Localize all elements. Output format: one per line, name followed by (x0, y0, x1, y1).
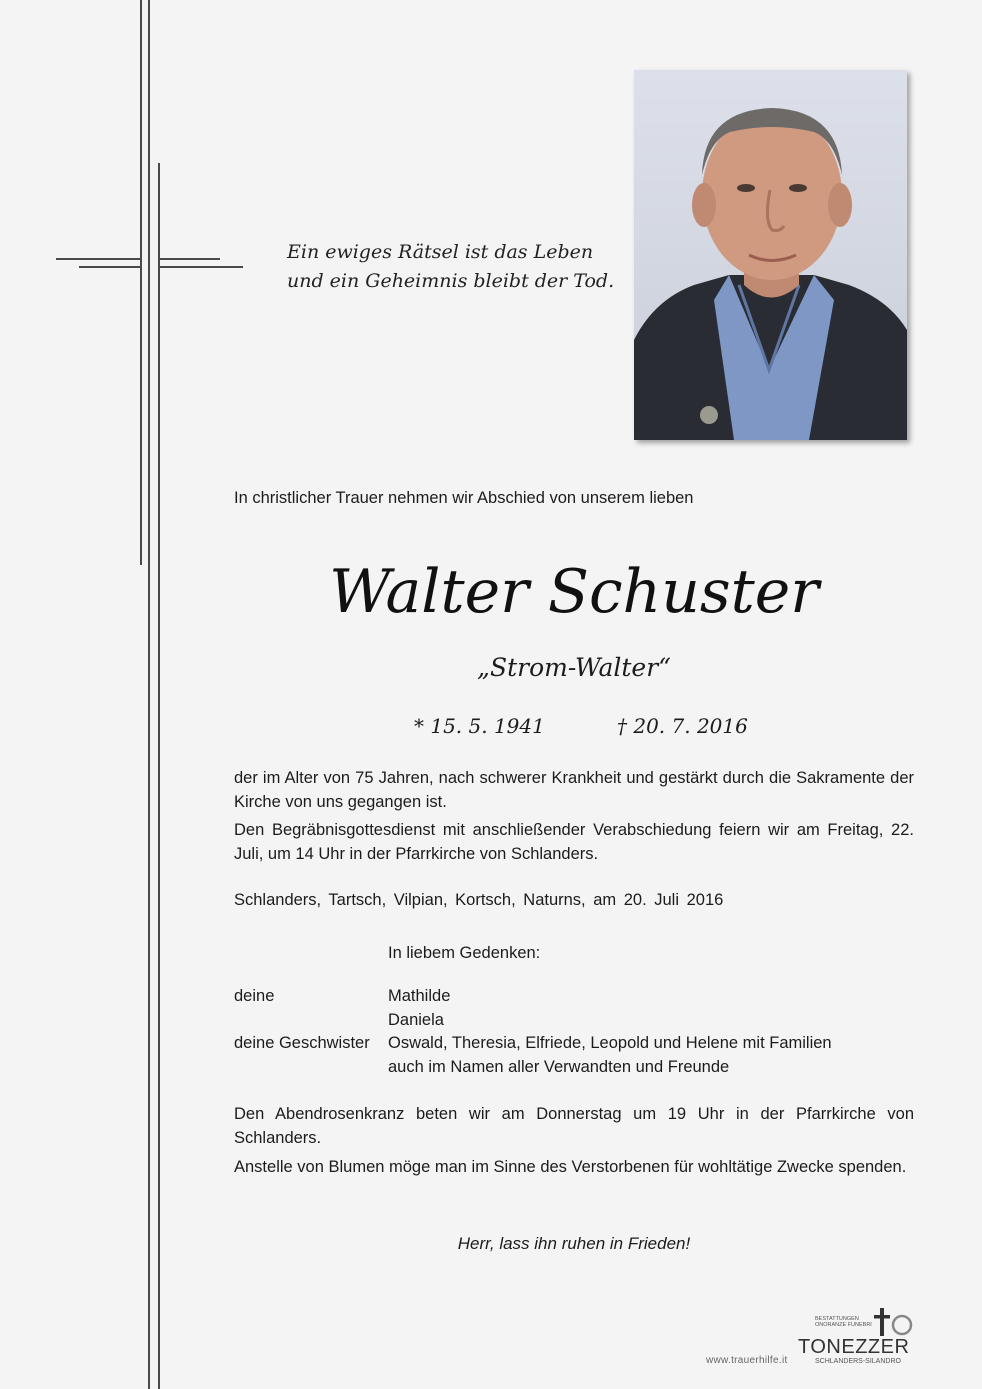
paragraph-death-notice: der im Alter von 75 Jahren, nach schwerer Krankheit und gestärkt durch die Sakramente der Kirche von uns gegangen ist. (234, 769, 914, 811)
cross-vertical-long (140, 0, 142, 565)
memorial-quote (287, 238, 615, 296)
cross-vertical-short (158, 163, 160, 1389)
quote-line-1: Ein ewiges Rätsel ist das Leben (287, 241, 594, 263)
funeral-home-logo (815, 1316, 872, 1328)
mourner-name: Daniela (388, 1011, 444, 1029)
deceased-name: Walter Schuster (329, 557, 819, 627)
cross-horizontal-right (158, 258, 220, 260)
quote-line-2: und ein Geheimnis bleibt der Tod. (287, 270, 615, 292)
logo-location: SCHLANDERS-SILANDRO (815, 1358, 901, 1365)
cross-vertical-full (148, 0, 150, 1389)
place-and-date: Schlanders, Tartsch, Vilpian, Kortsch, Naturns, am 20. Juli 2016 (234, 891, 724, 909)
birth-date: * 15. 5. 1941 (414, 714, 545, 738)
mourner-name: Mathilde (388, 987, 451, 1005)
cross-horizontal-right-2 (158, 266, 243, 268)
portrait-photo (634, 70, 907, 440)
logo-subtitle-2: ONORANZE FUNEBRI (815, 1322, 872, 1328)
mourner-label-spouse: deine (234, 987, 275, 1005)
mourner-label-siblings: deine Geschwister (234, 1034, 370, 1052)
closing-prayer: Herr, lass ihn ruhen in Frieden! (457, 1234, 691, 1253)
cross-horizontal-left-2 (79, 266, 140, 268)
website-link[interactable]: www.trauerhilfe.it (706, 1355, 788, 1366)
deceased-nickname: „Strom-Walter“ (477, 653, 671, 682)
rosary-note: Den Abendrosenkranz beten wir am Donnerstag um 19 Uhr in der Pfarrkirche von Schlanders. (234, 1105, 914, 1147)
paragraph-funeral: Den Begräbnisgottesdienst mit anschließender Verabschiedung feiern wir am Freitag, 22. Juli, um 14 Uhr in der Pfarrkirche von Schlanders. (234, 821, 914, 863)
cross-horizontal-left (56, 258, 140, 260)
death-date: † 20. 7. 2016 (617, 714, 748, 738)
portrait-illustration (634, 70, 907, 440)
mourner-relatives: auch im Namen aller Verwandten und Freunde (388, 1058, 730, 1076)
mourner-siblings: Oswald, Theresia, Elfriede, Leopold und Helene mit Familien (388, 1034, 832, 1052)
mourners-heading: In liebem Gedenken: (388, 944, 541, 962)
donation-note: Anstelle von Blumen möge man im Sinne des Verstorbenen für wohltätige Zwecke spenden. (234, 1158, 907, 1176)
intro-text: In christlicher Trauer nehmen wir Abschied von unserem lieben (234, 489, 694, 507)
logo-subtitle-1: BESTATTUNGEN (815, 1316, 859, 1322)
logo-name: TONEZZER (798, 1336, 910, 1358)
